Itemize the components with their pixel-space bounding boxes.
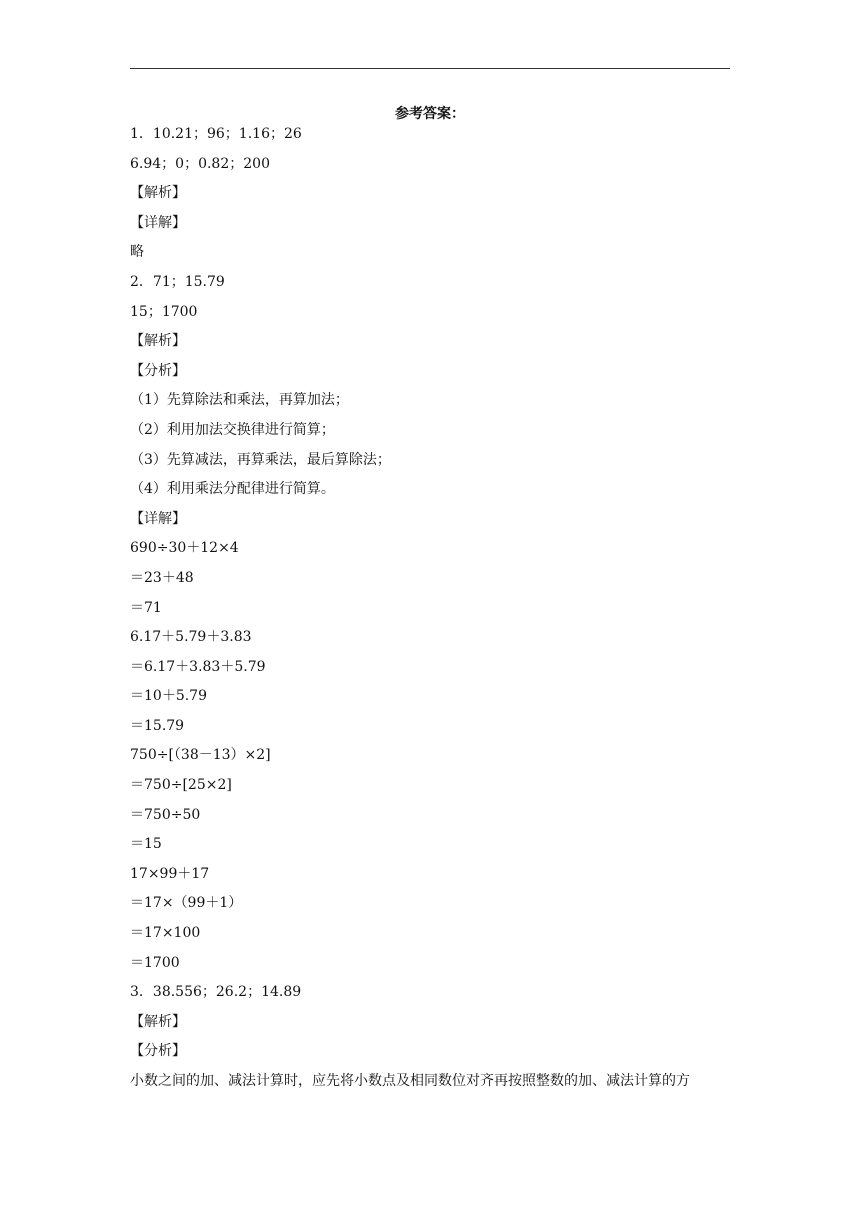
text-line: 【解析】 [130,333,186,350]
text-line: ＝750÷50 [130,806,201,823]
text-line: （4）利用乘法分配律进行简算。 [130,481,335,498]
text-line: 2．71；15.79 [130,273,225,290]
text-line: 【详解】 [130,510,186,527]
text-line: 690÷30＋12×4 [130,540,239,557]
header-rule [130,68,730,69]
answer-content [130,124,740,1101]
text-line: ＝23＋48 [130,569,194,586]
text-line: 【分析】 [130,1043,186,1060]
text-line: 6.94；0；0.82；200 [130,155,270,172]
text-line: 【解析】 [130,185,186,202]
text-line: 略 [130,244,144,261]
text-line: ＝6.17＋3.83＋5.79 [130,658,266,675]
text-line: 【分析】 [130,362,186,379]
text-line: ＝17×（99＋1） [130,895,243,912]
text-line: 6.17＋5.79＋3.83 [130,629,252,646]
text-line: 1．10.21；96；1.16；26 [130,126,302,142]
text-line: ＝1700 [130,954,180,971]
text-line: （1）先算除法和乘法，再算加法； [130,392,349,409]
text-line: （3）先算减法，再算乘法，最后算除法； [130,451,391,468]
text-line: 15；1700 [130,303,198,320]
text-line: （2）利用加法交换律进行简算； [130,421,335,438]
text-line: 17×99＋17 [130,865,210,882]
text-line: ＝750÷[25×2] [130,777,232,794]
text-line: 750÷[（38－13）×2] [130,747,271,764]
text-line: 【解析】 [130,1013,186,1030]
text-line: 3．38.556；26.2；14.89 [130,984,302,1001]
text-line: ＝10＋5.79 [130,688,207,705]
text-line: ＝15 [130,836,162,853]
text-line: ＝71 [130,599,162,616]
text-line: ＝15.79 [130,717,185,734]
page-title: 参考答案： [395,106,465,122]
text-line: 【详解】 [130,214,186,231]
text-line: 小数之间的加、减法计算时，应先将小数点及相同数位对齐再按照整数的加、减法计算的方 [130,1073,690,1089]
text-line: ＝17×100 [130,925,201,942]
